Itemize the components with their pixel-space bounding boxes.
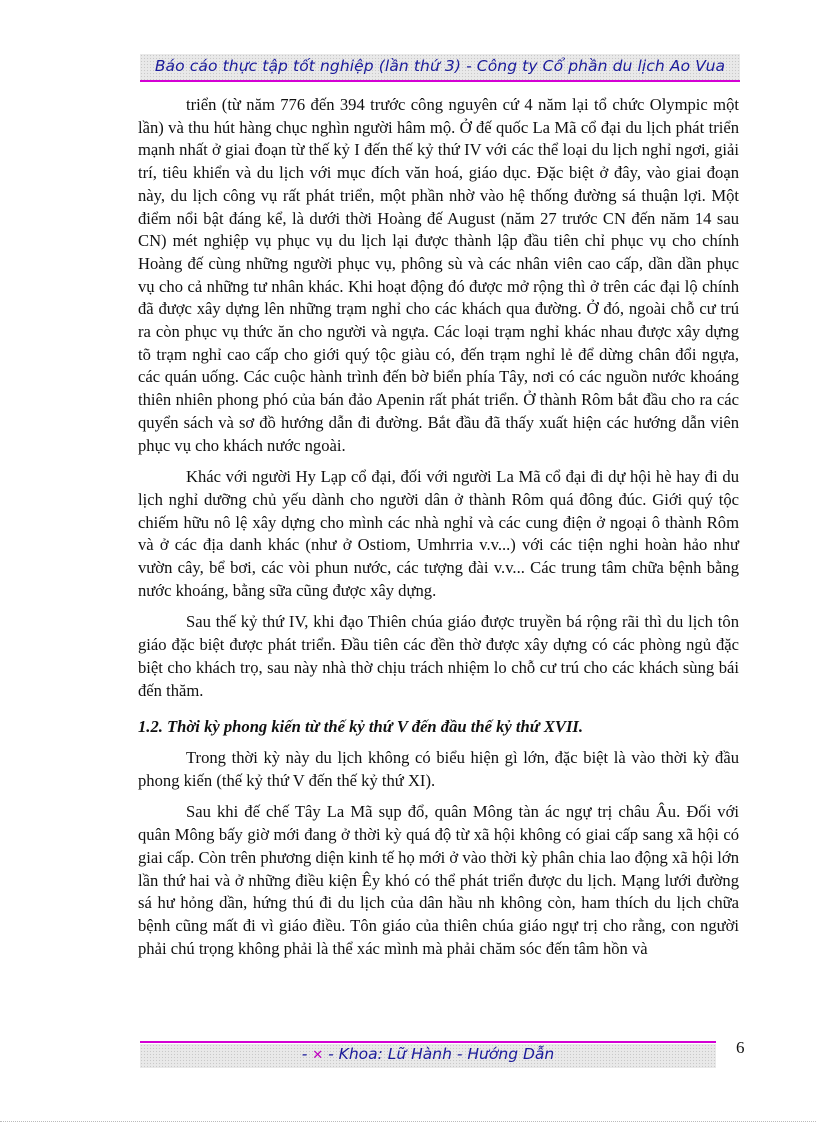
header-title: Báo cáo thực tập tốt nghiệp (lần thứ 3) - Công ty Cổ phần du lịch Ao Vua (154, 57, 726, 75)
document-body (138, 94, 739, 969)
paragraph-1: triển (từ năm 776 đến 394 trước công nguyên cứ 4 năm lại tổ chức Olympic một lần) và thu hút hàng chục nghìn người hâm mộ. Ở đế quốc La Mã cổ đại du lịch phát triển mạnh nhất ở giai đoạn từ thế kỷ I đến thế kỷ thứ IV với các thể loại du lịch nghỉ ngơi, giải trí, tiêu khiển và du lịch với mục đích văn hoá, giáo dục. Đặc biệt ở đây, vào giai đoạn này, du lịch công vụ rất phát triển, một phần nhờ vào hệ thống đường sá thuận lợi. Một điểm nổi bật đáng kể, là dưới thời Hoàng đế August (năm 27 trước CN đến năm 14 sau CN) mét nghiệp vụ phục vụ du lịch lại được thành lập đầu tiên chỉ phục vụ cho chính Hoàng đế cùng những người phục vụ, phông sù và các nhân viên cao cấp, dần dần phục vụ cho cả những tư nhân khác. Khi hoạt động đó được mở rộng thì ở trên các đại lộ chính đã được xây dựng lên những trạm nghỉ cho các khách qua đường. Ở đó, ngoài chỗ cư trú ra còn phục vụ thức ăn cho người và ngựa. Các loại trạm nghỉ khác nhau được xây dựng tõ trạm nghỉ cao cấp cho giới quý tộc giàu có, đến trạm nghỉ lẻ để dừng chân đổi ngựa, các quán uống. Các cuộc hành trình đến bờ biển phía Tây, nơi có các nguồn nước khoáng thiên nhiên phong phó của bán đảo Apenin rất phát triển. Ở thành Rôm bắt đầu cho ra các quyển sách và sơ đồ hướng dẫn đi đường. Bắt đầu đã thấy xuất hiện các hướng dẫn viên phục vụ cho khách nước ngoài. (138, 95, 739, 455)
cross-icon: ✕ (312, 1048, 324, 1063)
footer-text (140, 1045, 716, 1063)
footer-divider (140, 1041, 716, 1043)
section-paragraph-1: Trong thời kỳ này du lịch không có biểu hiện gì lớn, đặc biệt là vào thời kỳ đầu phong kiến (thế kỷ thứ V đến thế kỷ thứ XI). (138, 747, 739, 790)
footer-department: - Khoa: Lữ Hành - Hướng Dẫn (323, 1045, 555, 1063)
page-number: 6 (736, 1038, 745, 1057)
section-paragraph-2: Sau khi đế chế Tây La Mã sụp đổ, quân Mông tàn ác ngự trị châu Âu. Đối với quân Mông bấy giờ mới đang ở thời kỳ quá độ từ xã hội không có giai cấp sang xã hội có giai cấp. Còn trên phương diện kinh tế họ mới ở vào thời kỳ phân chia lao động xã hội lớn lần thứ hai và ở những điều kiện Êy khó có thể phát triển được du lịch. Mạng lưới đường sá hư hỏng dần, hứng thú đi du lịch của dân hầu nh không còn, ham thích du lịch chữa bệnh cũng mất đi vì giáo điều. Tôn giáo của thiên chúa giáo ngự trị cho rằng, con người phải chú trọng không phải là thể xác mình mà phải chăm sóc đến tâm hồn và (138, 802, 739, 958)
section-heading: 1.2. Thời kỳ phong kiến từ thế kỷ thứ V đến đầu thế kỷ thứ XVII. (138, 717, 584, 737)
paragraph-2: Khác với người Hy Lạp cổ đại, đối với người La Mã cổ đại đi dự hội hè hay đi du lịch nghỉ dưỡng chủ yếu dành cho người dân ở thành Rôm quá đông đúc. Giới quý tộc chiếm hữu nô lệ xây dựng cho mình các nhà nghỉ và các cung điện ở ngoại ô thành Rôm và ở các địa danh khác (như ở Ostiom, Umhrria v.v...) với các tiện nghi hoàn hảo như vườn cây, bể bơi, các vòi phun nước, các tượng đài v.v... Các trung tâm chữa bệnh bằng nước khoáng, bằng sữa cũng được xây dựng. (138, 467, 739, 600)
page-edge (0, 1121, 816, 1122)
footer-prefix: - (301, 1045, 313, 1063)
paragraph-3: Sau thế kỷ thứ IV, khi đạo Thiên chúa giáo được truyền bá rộng rãi thì du lịch tôn giáo đặc biệt được phát triển. Đầu tiên các đền thờ được xây dựng có các phòng ngủ đặc biệt cho khách trọ, sau này nhà thờ chịu trách nhiệm lo chỗ cư trú cho các khách sùng bái đến thăm. (138, 612, 739, 700)
header-divider (140, 80, 740, 82)
